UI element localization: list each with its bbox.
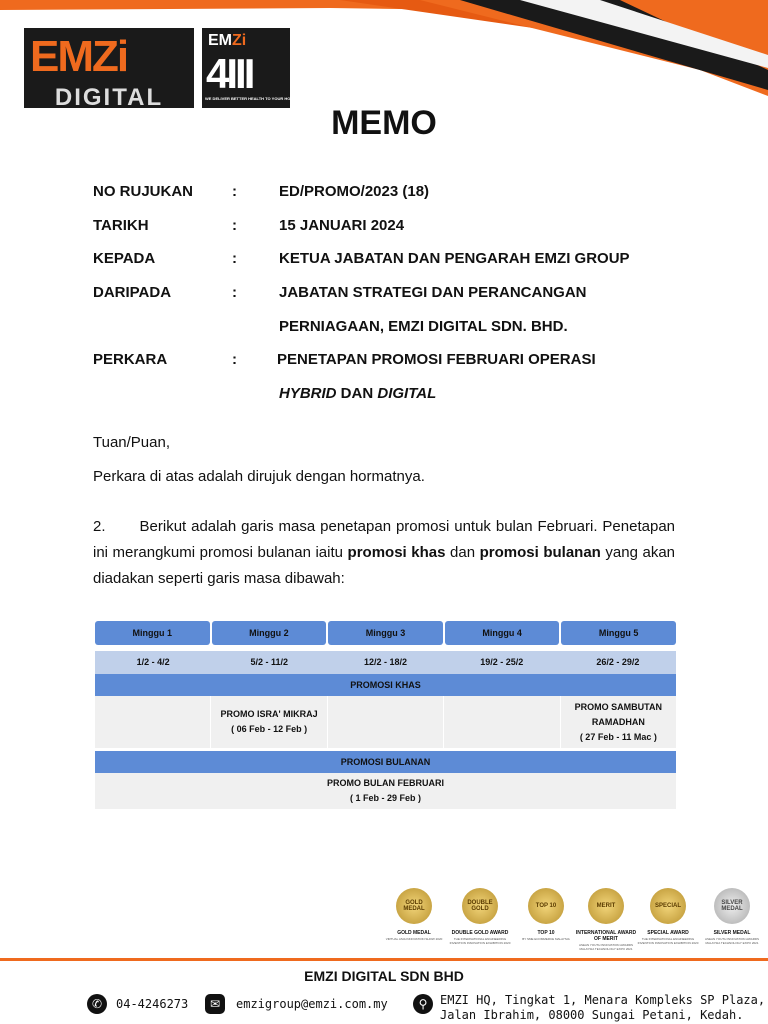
field-value-perkara-line2: HYBRID DAN DIGITAL	[279, 385, 437, 402]
paragraph-2: 2. Berikut adalah garis masa penetapan promosi untuk bulan Februari. Penetapan ini merangkumi promosi bulanan iaitu promosi khas dan promosi bulanan yang akan diadakan seperti garis masa dibawah:	[93, 518, 675, 587]
award-double-gold: DOUBLE GOLD DOUBLE GOLD AWARD THE INTERNATIONAL ENGINEERING INVENTION INNOVATION EXHIBITION 2020	[448, 888, 512, 945]
field-colon: :	[232, 250, 237, 267]
week-dates: 26/2 - 29/2	[560, 651, 676, 674]
promosi-khas-row	[95, 696, 676, 748]
week-dates: 5/2 - 11/2	[211, 651, 327, 674]
award-gold-medal: GOLD MEDAL GOLD MEDAL VIRTUAL ASIA INNOVATION SHOW 2020	[382, 888, 446, 941]
week-header: Minggu 2	[212, 621, 327, 645]
gold-medal-icon: GOLD MEDAL	[396, 888, 432, 924]
field-value-rujukan: ED/PROMO/2023 (18)	[279, 183, 430, 200]
week-dates: 12/2 - 18/2	[327, 651, 443, 674]
double-gold-medal-icon: DOUBLE GOLD	[462, 888, 498, 924]
footer-address-line2: Jalan Ibrahim, 08000 Sungai Petani, Kedah.	[440, 1008, 744, 1022]
location-pin-icon: ⚲	[413, 994, 433, 1014]
top10-medal-icon: TOP 10	[528, 888, 564, 924]
field-label-perkara: PERKARA	[93, 351, 168, 368]
week-dates: 19/2 - 25/2	[444, 651, 560, 674]
memo-title: MEMO	[331, 104, 437, 142]
footer-email: emzigroup@emzi.com.my	[236, 997, 388, 1011]
field-label-daripada: DARIPADA	[93, 284, 172, 301]
promosi-khas-header: PROMOSI KHAS	[95, 674, 676, 696]
badge-number: 4III	[206, 50, 253, 97]
khas-cell	[328, 696, 444, 748]
khas-cell-ramadhan: PROMO SAMBUTAN RAMADHAN ( 27 Feb - 11 Mac )	[561, 696, 676, 748]
award-top-10: TOP 10 TOP 10 BY SME ECOMMERCE MALAYSIA	[514, 888, 578, 941]
footer-company-name: EMZI DIGITAL SDN BHD	[304, 968, 464, 984]
field-value-perkara: PENETAPAN PROMOSI FEBRUARI OPERASI	[277, 351, 596, 368]
special-award-icon: SPECIAL	[650, 888, 686, 924]
promosi-bulanan-header: PROMOSI BULANAN	[95, 751, 676, 773]
khas-cell	[444, 696, 560, 748]
field-label-kepada: KEPADA	[93, 250, 156, 267]
week-dates: 1/2 - 4/2	[95, 651, 211, 674]
paragraph-number: 2.	[93, 518, 106, 535]
khas-cell	[95, 696, 211, 748]
field-colon: :	[232, 284, 237, 301]
footer-address-line1: EMZI HQ, Tingkat 1, Menara Kompleks SP Plaza,	[440, 993, 766, 1007]
footer-divider	[0, 958, 768, 961]
field-label-rujukan: NO RUJUKAN	[93, 183, 194, 200]
emzi-4-badge-logo	[202, 28, 297, 108]
week-header: Minggu 1	[95, 621, 210, 645]
silver-medal-icon: SILVER MEDAL	[714, 888, 750, 924]
khas-cell-isra-mikraj: PROMO ISRA' MIKRAJ ( 06 Feb - 12 Feb )	[211, 696, 327, 748]
promo-timeline-table	[95, 621, 676, 809]
award-special: SPECIAL SPECIAL AWARD THE INTERNATIONAL ENGINEERING INVENTION INNOVATION EXHIBITION 2020	[636, 888, 700, 945]
logo-brand-top: EMZi	[30, 32, 128, 81]
greeting: Tuan/Puan,	[93, 434, 170, 451]
field-value-kepada: KETUA JABATAN DAN PENGARAH EMZI GROUP	[279, 250, 630, 267]
badge-tagline: WE DELIVER BETTER HEALTH TO YOUR HOME	[205, 96, 297, 101]
field-value-tarikh: 15 JANUARI 2024	[279, 217, 405, 234]
bulanan-dates: ( 1 Feb - 29 Feb )	[349, 793, 421, 803]
date-row	[95, 651, 676, 674]
field-value-daripada-line2: PERNIAGAAN, EMZI DIGITAL SDN. BHD.	[279, 318, 568, 335]
week-header: Minggu 4	[445, 621, 560, 645]
week-header-row	[95, 621, 676, 645]
field-colon: :	[232, 183, 237, 200]
badge-top: EMZi	[208, 32, 247, 49]
field-colon: :	[232, 351, 237, 368]
award-merit: MERIT INTERNATIONAL AWARD OF MERIT ASEAN YOUTH INNOVATION AWARDS MALAYSIA TECHNOLOGY EXPO 2021	[574, 888, 638, 951]
email-icon: ✉	[205, 994, 225, 1014]
promosi-bulanan-row	[95, 773, 676, 809]
week-header: Minggu 3	[328, 621, 443, 645]
week-header: Minggu 5	[561, 621, 676, 645]
logo-brand-bottom: DIGITAL	[54, 84, 164, 111]
phone-icon: ✆	[87, 994, 107, 1014]
field-value-daripada: JABATAN STRATEGI DAN PERANCANGAN	[279, 284, 587, 301]
field-colon: :	[232, 217, 237, 234]
emzi-digital-logo	[24, 28, 194, 111]
bulanan-title: PROMO BULAN FEBRUARI	[327, 778, 444, 788]
award-silver-medal: SILVER MEDAL SILVER MEDAL ASEAN YOUTH INNOVATION AWARDS MALAYSIA TECHNOLOGY EXPO 2021	[700, 888, 764, 945]
footer-phone: 04-4246273	[116, 997, 189, 1011]
field-label-tarikh: TARIKH	[93, 217, 149, 234]
merit-medal-icon: MERIT	[588, 888, 624, 924]
intro-text: Perkara di atas adalah dirujuk dengan hormatnya.	[93, 468, 425, 485]
